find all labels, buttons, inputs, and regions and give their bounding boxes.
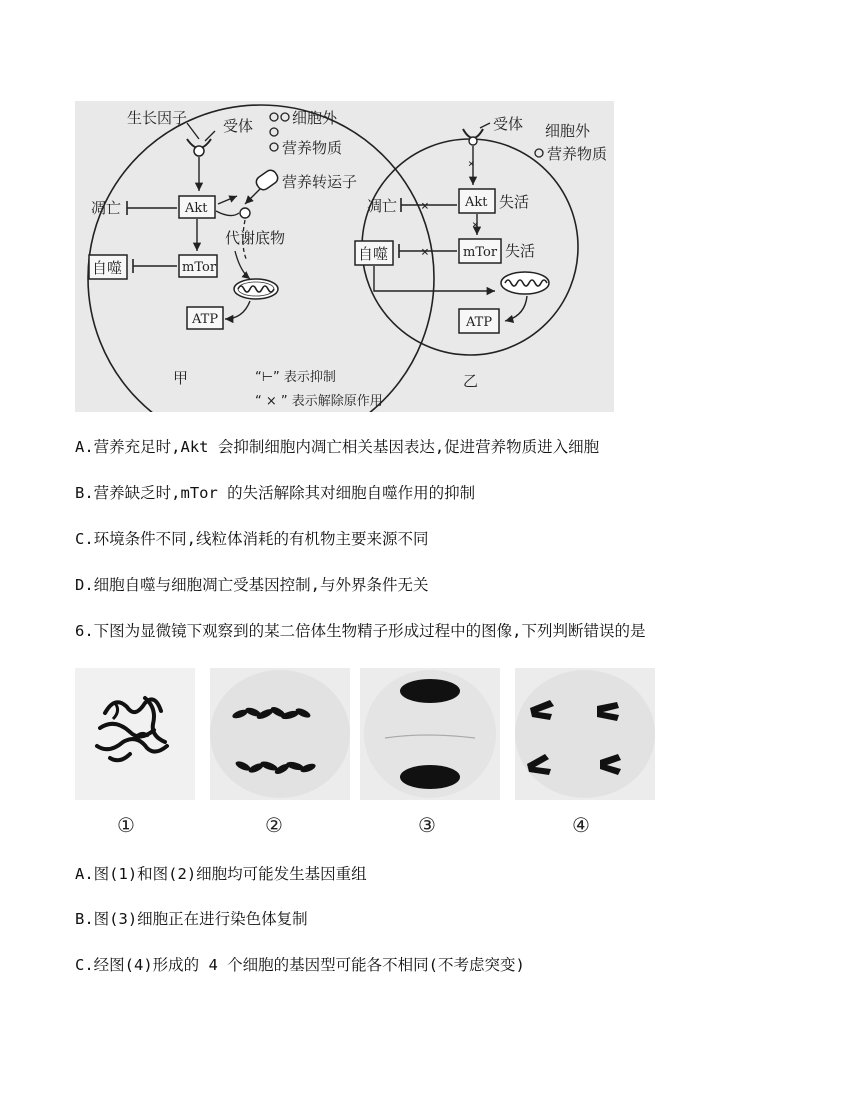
svg-text:×: × xyxy=(421,199,429,214)
svg-text:×: × xyxy=(468,157,475,170)
micrograph-panel-2 xyxy=(210,668,350,800)
mitochondrion-right-icon xyxy=(501,272,549,294)
micrograph-panel-4 xyxy=(515,668,655,800)
micrograph-label-2: ② xyxy=(265,813,283,837)
autophagy-label-right: 自噬 xyxy=(358,245,389,263)
mitochondrion-left-icon xyxy=(234,279,278,299)
cell-jia-label: 甲 xyxy=(173,369,189,387)
micrograph-panel-1 xyxy=(75,668,195,800)
svg-text:×: × xyxy=(421,245,429,260)
atp-label-right: ATP xyxy=(466,315,493,330)
nutrient-label-left: 营养物质 xyxy=(282,139,343,157)
q5-option-c: C.环境条件不同,线粒体消耗的有机物主要来源不同 xyxy=(75,530,429,548)
receptor-label-right: 受体 xyxy=(493,115,524,133)
micrograph-label-1: ① xyxy=(117,813,135,837)
extracellular-label-right: 细胞外 xyxy=(545,122,591,140)
cell-signaling-figure xyxy=(75,101,614,412)
akt-state-label: 失活 xyxy=(499,193,530,211)
q6-option-b: B.图(3)细胞正在进行染色体复制 xyxy=(75,910,308,928)
transporter-label: 营养转运子 xyxy=(282,173,358,191)
svg-text:×: × xyxy=(472,218,479,231)
akt-label-left: Akt xyxy=(185,201,208,216)
meiosis-micrograph-figure xyxy=(75,668,655,840)
cell-yi-label: 乙 xyxy=(463,372,479,390)
mtor-label-right: mTor xyxy=(463,245,498,260)
q6-stem: 6.下图为显微镜下观察到的某二倍体生物精子形成过程中的图像,下列判断错误的是 xyxy=(75,622,646,640)
nutrient-label-right: 营养物质 xyxy=(547,145,608,163)
mtor-label-left: mTor xyxy=(182,260,217,275)
growth-factor-label: 生长因子 xyxy=(127,109,188,127)
q5-option-a: A.营养充足时,Akt 会抑制细胞内凋亡相关基因表达,促进营养物质进入细胞 xyxy=(75,438,600,456)
legend-inhibit: “⊢” 表示抑制 xyxy=(255,370,336,385)
transporter-icon xyxy=(254,168,280,192)
apoptosis-label-right: 凋亡 xyxy=(367,197,398,215)
q5-option-b: B.营养缺乏时,mTor 的失活解除其对细胞自噬作用的抑制 xyxy=(75,484,476,502)
metabolite-label: 代谢底物 xyxy=(225,229,286,247)
apoptosis-label-left: 凋亡 xyxy=(91,199,122,217)
micrograph-label-3: ③ xyxy=(418,813,436,837)
akt-label-right: Akt xyxy=(465,195,488,210)
micrograph-panel-3 xyxy=(360,668,500,800)
q6-option-a: A.图(1)和图(2)细胞均可能发生基因重组 xyxy=(75,865,367,883)
micrograph-label-4: ④ xyxy=(572,813,590,837)
q5-option-d: D.细胞自噬与细胞凋亡受基因控制,与外界条件无关 xyxy=(75,576,429,594)
nutrient-particle-right xyxy=(535,149,543,157)
receptor-label-left: 受体 xyxy=(223,117,254,135)
autophagy-label-left: 自噬 xyxy=(92,259,123,277)
legend-release: “ × ” 表示解除原作用 xyxy=(255,394,383,409)
atp-label-left: ATP xyxy=(192,312,219,327)
mtor-state-label: 失活 xyxy=(505,242,536,260)
extracellular-label-left: 细胞外 xyxy=(292,109,338,127)
q6-option-c: C.经图(4)形成的 4 个细胞的基因型可能各不相同(不考虑突变) xyxy=(75,956,525,974)
